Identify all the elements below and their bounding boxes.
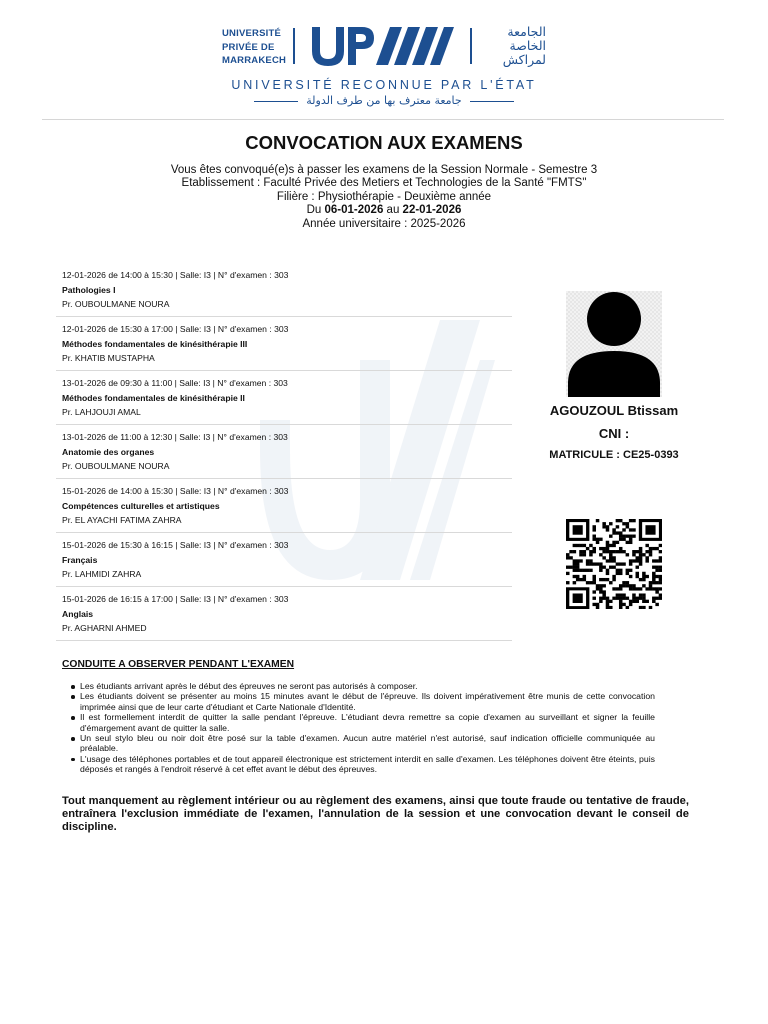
exam-subject: Anatomie des organes [62, 447, 155, 457]
rule-item: Les étudiants doivent se présenter au moins 15 minutes avant le début de l'épreuve. Ils doivent impérativement être munis de cette convocation imprimée ainsi que de leur carte d'étudiant et Carte Nationale d'Identité. [80, 691, 655, 712]
discipline-warning: Tout manquement au règlement intérieur ou au règlement des examens, ainsi que toute fraude ou tentative de fraude, entraînera l'exclusion immédiate de l'examen, l'annulation de la session et une convocation devant le conseil de discipline. [62, 795, 689, 834]
rules-title: CONDUITE A OBSERVER PENDANT L'EXAMEN [62, 659, 295, 670]
student-matricule: MATRICULE : CE25-0393 [549, 449, 679, 461]
exam-subject: Pathologies I [62, 285, 116, 295]
exam-subject: Méthodes fondamentales de kinésithérapie II [62, 393, 245, 403]
student-cni: CNI : [598, 426, 630, 441]
rule-item: L'usage des téléphones portables et de tout appareil électronique est strictement interdit en salle d'examen. Les téléphones doivent être éteints, puis déposés et rangés à l'endroit réservé à cet effet avant le début des épreuves. [80, 753, 655, 775]
qr-code-icon [566, 519, 662, 609]
university-header [0, 0, 768, 120]
exam-entry [56, 479, 512, 533]
exam-schedule: 15-01-2026 de 15:30 à 16:15 | Salle: I3 | N° d'examen : 303 [62, 540, 289, 550]
student-name: AGOUZOUL Btissam [549, 403, 679, 418]
logo-line: الخاصة [509, 38, 546, 53]
exam-entry [56, 263, 512, 317]
logo-line: لمراكش [502, 52, 546, 67]
exam-entry [56, 371, 512, 425]
date-to: 22-01-2026 [402, 204, 462, 217]
exam-professor: Pr. OUBOULMANE NOURA [62, 299, 170, 309]
exam-entry [56, 533, 512, 587]
logo-tagline: UNIVERSITÉ RECONNUE PAR L'ÉTAT [231, 78, 537, 92]
exam-subject: Compétences culturelles et artistiques [62, 501, 220, 511]
exam-list [56, 263, 512, 641]
page-title: CONVOCATION AUX EXAMENS [245, 132, 523, 153]
exam-schedule: 12-01-2026 de 14:00 à 15:30 | Salle: I3 | N° d'examen : 303 [62, 270, 289, 280]
exam-professor: Pr. KHATIB MUSTAPHA [62, 353, 155, 363]
academic-year-line: Année universitaire : 2025-2026 [302, 217, 466, 230]
logo-divider [293, 28, 295, 64]
period-line [0, 204, 768, 217]
logo-text-left [222, 27, 287, 68]
exam-professor: Pr. EL AYACHI FATIMA ZAHRA [62, 515, 182, 525]
exam-schedule: 15-01-2026 de 16:15 à 17:00 | Salle: I3 | N° d'examen : 303 [62, 594, 289, 604]
logo-text-arabic [484, 25, 546, 67]
exam-schedule: 12-01-2026 de 15:30 à 17:00 | Salle: I3 | N° d'examen : 303 [62, 324, 289, 334]
upm-logo-icon [310, 25, 455, 67]
rules-list [80, 681, 655, 775]
exam-subject: Méthodes fondamentales de kinésithérapie III [62, 339, 248, 349]
logo-divider [470, 28, 472, 64]
logo-line: UNIVERSITÉ [222, 28, 282, 39]
rule-item: Il est formellement interdit de quitter la salle pendant l'épreuve. L'étudiant devra remettre sa copie d'examen au surveillant et signer la feuille d'émargement avant de quitter la salle. [80, 712, 655, 733]
period-mid: au [386, 204, 400, 217]
period-prefix: Du [306, 204, 322, 217]
exam-subject: Anglais [62, 609, 94, 619]
exam-professor: Pr. AGHARNI AHMED [62, 623, 147, 633]
rule-item: Les étudiants arrivant après le début des épreuves ne seront pas autorisés à composer. [80, 681, 655, 691]
tagline-dash [470, 101, 514, 102]
exam-entry [56, 317, 512, 371]
program-line: Filière : Physiothérapie - Deuxième année [276, 190, 492, 203]
exam-entry [56, 425, 512, 479]
exam-schedule: 13-01-2026 de 11:00 à 12:30 | Salle: I3 | N° d'examen : 303 [62, 432, 288, 442]
exam-entry [56, 587, 512, 641]
logo-line: PRIVÉE DE [222, 41, 275, 53]
exam-professor: Pr. LAHMIDI ZAHRA [62, 569, 142, 579]
rule-item: Un seul stylo bleu ou noir doit être posé sur la table d'examen. Aucun autre matériel n'est autorisé, sauf indication officielle communiquée au préalable. [80, 733, 655, 754]
exam-professor: Pr. LAHJOUJI AMAL [62, 407, 141, 417]
header-divider [42, 119, 724, 120]
exam-schedule: 13-01-2026 de 09:30 à 11:00 | Salle: I3 | N° d'examen : 303 [62, 378, 288, 388]
logo-tagline-arabic [0, 94, 768, 107]
tagline-dash [254, 101, 298, 102]
student-photo [566, 291, 662, 397]
user-silhouette-icon [566, 291, 662, 397]
establishment-line: Etablissement : Faculté Privée des Metiers et Technologies de la Santé "FMTS" [181, 177, 587, 190]
logo-line: MARRAKECH [222, 55, 287, 66]
exam-subject: Français [62, 555, 98, 565]
exam-schedule: 15-01-2026 de 14:00 à 15:30 | Salle: I3 | N° d'examen : 303 [62, 486, 289, 496]
date-from: 06-01-2026 [324, 204, 384, 217]
tagline-arabic-text: جامعة معترف بها من طرف الدولة [306, 94, 462, 107]
logo-line: الجامعة [507, 24, 546, 39]
convocation-intro [0, 164, 768, 231]
session-line: Vous êtes convoqué(e)s à passer les examens de la Session Normale - Semestre 3 [170, 164, 598, 176]
exam-professor: Pr. OUBOULMANE NOURA [62, 461, 170, 471]
